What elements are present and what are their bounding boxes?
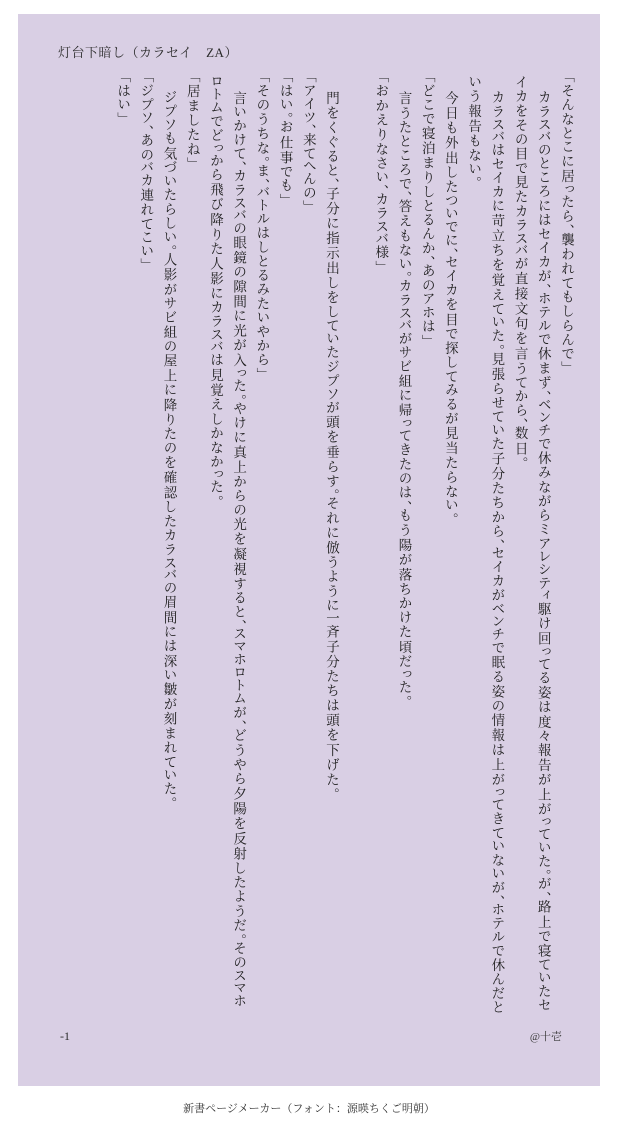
- text-column: 「居ましたね」: [184, 76, 200, 166]
- text-column: 「そのうちな。ま、バトルはしとるみたいやから」: [254, 76, 270, 376]
- text-column: カラスバのところにはセイカが、ホテルで休まず、ベンチで休みながらミアレシティ駆け回ってる姿は度々報告が上がっていた。が、路上で寝ていたセイカをその目で見たカラスバが直接文句を言うてから、数日。: [512, 76, 551, 1013]
- page-number: -1: [60, 1029, 70, 1043]
- text-column: 「おかえりなさい、カラスバ様」: [373, 76, 389, 269]
- text-column: カラスバはセイカに苛立ちを覚えていた。見張らせていた子分たちから、セイカがベンチで眠る姿の情報は上がってきていないが、ホテルで休んだという報告もない。: [466, 76, 505, 1016]
- column-gap: [343, 76, 369, 86]
- text-column: 「ジプソ、あのバカ連れてこい」: [138, 76, 154, 267]
- text-column: 言うたところで、答えもない。カラスバがサビ組に帰ってきたのは、もう陽が落ちかけた頃だった。: [396, 76, 412, 704]
- text-column: 「そんなとこに居ったら、襲われてもしらんで」: [559, 76, 574, 370]
- text-column: 今日も外出したついでに、セイカを目で探してみるが見当たらない。: [442, 76, 458, 521]
- text-column: 言いかけて、カラスバの眼鏡の隙間に光が入った。やけに真上からの光を凝視すると、スマホロトムが、どうやら夕陽を反射したようだ。そのスマホロトムでどっから飛び降りた人影にカラスバは見覚えしかなかった。: [207, 76, 247, 1009]
- text-column: 門をくぐると、子分に指示出しをしていたジプソが頭を垂らす。それに倣うように一斉子分たちは頭を下げた。: [324, 76, 340, 797]
- text-column: 「アイツ、来てへんの」: [300, 76, 316, 209]
- text-column: 「はい」: [115, 76, 131, 121]
- text-column: 「はい。お仕事でも」: [277, 76, 293, 202]
- novel-sheet: [18, 14, 600, 1086]
- footer-credit: 新書ページメーカー（フォント：源暎ちくご明朝）: [183, 1103, 435, 1115]
- text-column: 「どこで寝泊まりしとるんか、あのアホは」: [419, 76, 435, 343]
- page-title: 灯台下暗し（カラセイ ZA）: [58, 45, 238, 60]
- author-tag: @十壱: [529, 1031, 562, 1043]
- vertical-text-body: [44, 76, 578, 1016]
- text-column: ジプソも気づいたらしい。人影がサビ組の屋上に降りたのを確認したカラスバの眉間には深い皺が刻まれていた。: [161, 76, 177, 806]
